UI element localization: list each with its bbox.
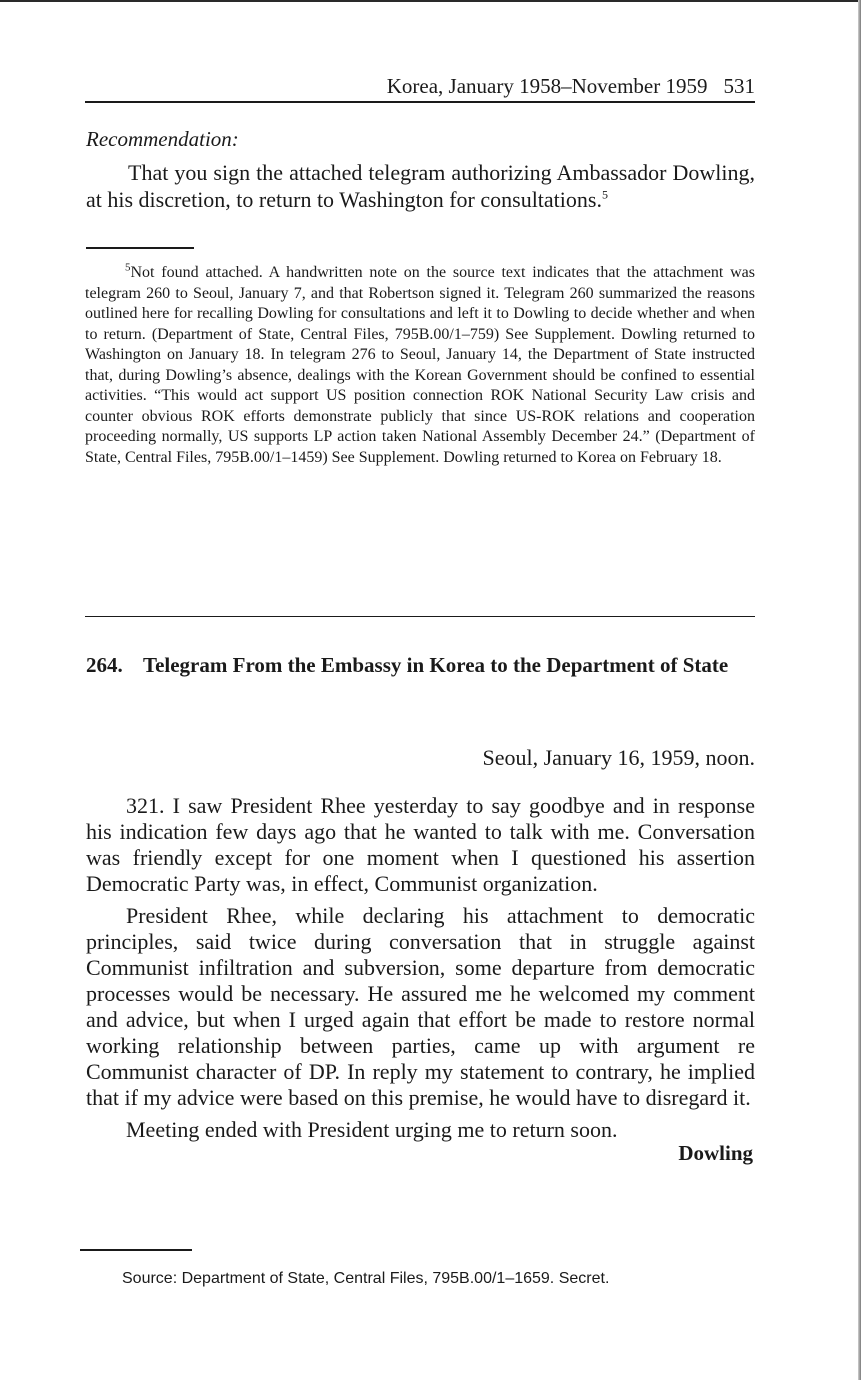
source-note: Source: Department of State, Central Files, 795B.00/1–1659. Secret. — [122, 1270, 610, 1287]
header-rule — [85, 101, 755, 103]
page-number: 531 — [723, 74, 755, 98]
source-note-rule — [80, 1249, 192, 1251]
footnote-text: Not found attached. A handwritten note on the source text indicates that the attachment was telegram 260 to Seoul, January 7, and that Robertson signed it. Telegram 260 summarized the reasons outlined here for recalling Dowling for consultations and left it to Dowling to decide whether and when to return. (Department of State, Central Files, 795B.00/1–759) See Supplement. Dowling returned to Washington on January 18. In telegram 276 to Seoul, January 14, the Department of State instructed that, during Dowling’s absence, dealings with the Korean Government should be confined to essential activities. “This would act support US position connection ROK National Security Law crisis and counter obvious ROK efforts demonstrate publicly that since US-ROK relations and cooperation proceeding normally, US supports LP action taken National Assembly December 24.” (Department of State, Central Files, 795B.00/1–1459) See Supplement. Dowling returned to Korea on February 18. — [85, 264, 755, 466]
paragraph-2: President Rhee, while declaring his attachment to democratic principles, said twice during conversation that in struggle against Communist infiltration and subversion, some departure from democratic processes would be necessary. He assured me he welcomed my comment and advice, but when I urged again that effort be made to restore normal working relationship between parties, came up with argument re Communist character of DP. In reply my statement to contrary, he implied that if my advice were based on this premise, he would have to disregard it. — [86, 903, 755, 1110]
running-head — [85, 72, 755, 100]
paragraph-1: 321. I saw President Rhee yesterday to say goodbye and in response his indication few days ago that he wanted to talk with me. Conversation was friendly except for one moment when I questioned his assertion Democratic Party was, in effect, Communist organization. — [86, 793, 755, 896]
signature: Dowling — [678, 1141, 753, 1165]
section-rule — [85, 616, 755, 617]
footnote-rule — [86, 247, 194, 249]
recommendation-label: Recommendation: — [86, 127, 239, 151]
footnote-marker: 5 — [125, 261, 131, 274]
page-top-edge — [0, 0, 861, 2]
dateline: Seoul, January 16, 1959, noon. — [482, 745, 755, 770]
document-heading — [86, 652, 756, 678]
recommendation-body: That you sign the attached telegram authorizing Ambassador Dowling, at his discretion, to return to Washington for consultations. — [86, 160, 755, 212]
footnote-reference-5[interactable]: 5 — [601, 187, 608, 202]
footnote-5 — [85, 263, 755, 468]
document-title: Telegram From the Embassy in Korea to the Department of State — [143, 653, 729, 677]
paragraph-3: Meeting ended with President urging me to return soon. — [126, 1117, 618, 1142]
telegram-body — [86, 793, 755, 1149]
running-head-title: Korea, January 1958–November 1959 — [386, 74, 708, 98]
document-number: 264. — [86, 653, 123, 677]
recommendation-text — [86, 159, 755, 213]
